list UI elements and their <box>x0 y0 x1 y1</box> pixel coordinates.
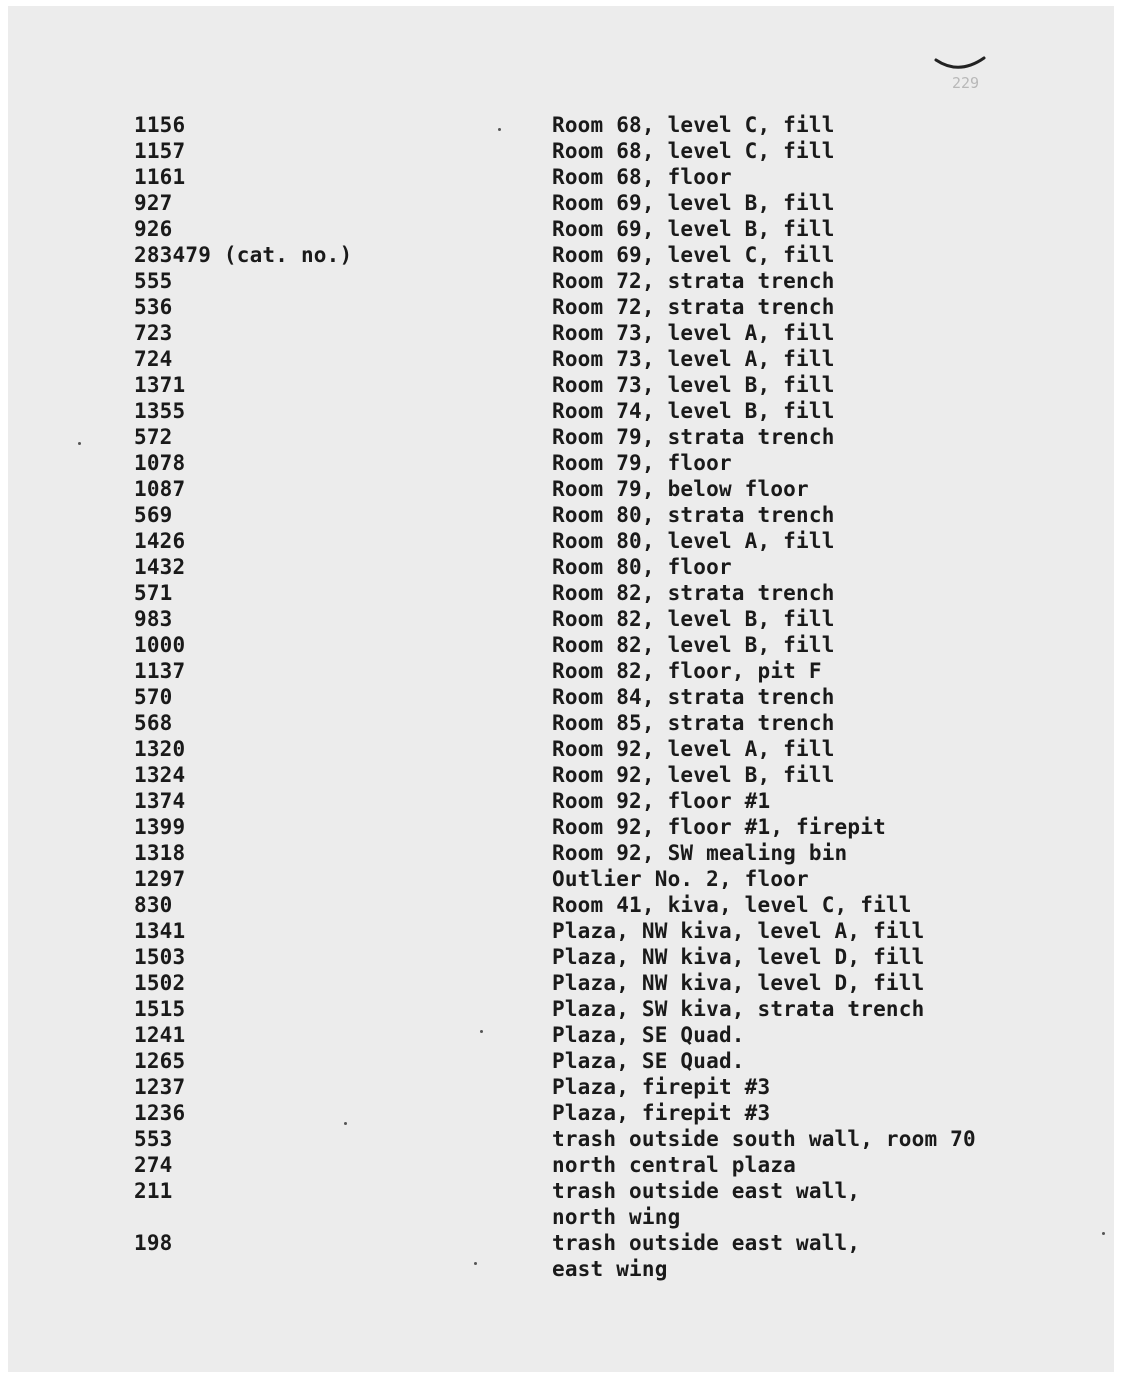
specimen-number: 553 <box>134 1127 173 1151</box>
specimen-number: 569 <box>134 503 173 527</box>
provenience: Room 68, level C, fill <box>552 139 835 163</box>
specimen-number: 1161 <box>134 165 186 189</box>
list-item <box>134 970 1014 996</box>
list-item <box>134 1100 1014 1126</box>
provenience: Room 85, strata trench <box>552 711 835 735</box>
specimen-number: 1000 <box>134 633 186 657</box>
provenience: Room 80, level A, fill <box>552 529 835 553</box>
provenience: Room 73, level B, fill <box>552 373 835 397</box>
provenience: Room 82, strata trench <box>552 581 835 605</box>
list-item <box>134 138 1014 164</box>
specimen-number <box>134 1204 552 1230</box>
provenience: Room 69, level B, fill <box>552 191 835 215</box>
provenience: Room 84, strata trench <box>552 685 835 709</box>
specimen-number: 1156 <box>134 113 186 137</box>
provenience: Room 79, below floor <box>552 477 809 501</box>
specimen-number: 1432 <box>134 555 186 579</box>
list-item <box>134 528 1014 554</box>
scan-speck <box>1102 1232 1105 1235</box>
provenience: Room 73, level A, fill <box>552 321 835 345</box>
provenience: Room 92, level B, fill <box>552 763 835 787</box>
provenience: Room 79, strata trench <box>552 425 835 449</box>
list-item <box>134 580 1014 606</box>
list-item <box>134 1022 1014 1048</box>
specimen-number: 1157 <box>134 139 186 163</box>
provenience: Plaza, firepit #3 <box>552 1075 771 1099</box>
provenience: Room 82, level B, fill <box>552 633 835 657</box>
list-item <box>134 1178 1014 1204</box>
list-item <box>134 840 1014 866</box>
provenience: trash outside east wall, <box>552 1179 861 1203</box>
provenience: Room 82, level B, fill <box>552 607 835 631</box>
specimen-number: 1515 <box>134 997 186 1021</box>
list-item <box>134 1074 1014 1100</box>
specimen-number: 927 <box>134 191 173 215</box>
list-item <box>134 1152 1014 1178</box>
list-item <box>134 866 1014 892</box>
list-item <box>134 372 1014 398</box>
scan-border-bottom <box>0 1372 1122 1380</box>
handwritten-check-mark <box>934 54 986 76</box>
specimen-number: 274 <box>134 1153 173 1177</box>
specimen-number: 571 <box>134 581 173 605</box>
list-item <box>134 684 1014 710</box>
specimen-number: 1241 <box>134 1023 186 1047</box>
specimen-number: 1503 <box>134 945 186 969</box>
specimen-number: 572 <box>134 425 173 449</box>
list-item <box>134 658 1014 684</box>
list-item <box>134 398 1014 424</box>
provenience: Plaza, SW kiva, strata trench <box>552 997 925 1021</box>
list-item <box>134 268 1014 294</box>
list-item <box>134 476 1014 502</box>
provenience: Room 69, level C, fill <box>552 243 835 267</box>
specimen-number: 724 <box>134 347 173 371</box>
provenience: Room 72, strata trench <box>552 295 835 319</box>
provenience: Room 92, floor #1, firepit <box>552 815 886 839</box>
provenience: Room 74, level B, fill <box>552 399 835 423</box>
provenience: Room 72, strata trench <box>552 269 835 293</box>
list-item <box>134 216 1014 242</box>
specimen-number: 211 <box>134 1179 173 1203</box>
provenience: Room 92, floor #1 <box>552 789 771 813</box>
specimen-number: 1426 <box>134 529 186 553</box>
list-item <box>134 190 1014 216</box>
list-item <box>134 346 1014 372</box>
list-item <box>134 606 1014 632</box>
provenience: Room 68, level C, fill <box>552 113 835 137</box>
list-item <box>134 320 1014 346</box>
scan-border-right <box>1114 0 1122 1380</box>
specimen-number: 568 <box>134 711 173 735</box>
list-item <box>134 554 1014 580</box>
list-item <box>134 632 1014 658</box>
provenience: Room 92, level A, fill <box>552 737 835 761</box>
provenience: Room 80, floor <box>552 555 732 579</box>
provenience: trash outside south wall, room 70 <box>552 1127 976 1151</box>
list-item <box>134 918 1014 944</box>
scan-border-left <box>0 0 8 1380</box>
specimen-number: 1137 <box>134 659 186 683</box>
list-item <box>134 294 1014 320</box>
list-item <box>134 814 1014 840</box>
specimen-number: 1502 <box>134 971 186 995</box>
specimen-number: 283479 (cat. no.) <box>134 243 353 267</box>
provenience: Room 41, kiva, level C, fill <box>552 893 912 917</box>
provenience: Room 92, SW mealing bin <box>552 841 848 865</box>
list-item <box>134 1204 1014 1230</box>
specimen-number: 1320 <box>134 737 186 761</box>
provenience: Room 80, strata trench <box>552 503 835 527</box>
list-item <box>134 502 1014 528</box>
list-item <box>134 710 1014 736</box>
specimen-number: 536 <box>134 295 173 319</box>
list-item <box>134 788 1014 814</box>
specimen-number: 1078 <box>134 451 186 475</box>
specimen-number: 1297 <box>134 867 186 891</box>
list-item <box>134 242 1014 268</box>
list-item <box>134 1256 1014 1282</box>
list-item <box>134 1126 1014 1152</box>
provenience: Plaza, NW kiva, level D, fill <box>552 971 925 995</box>
specimen-number: 1236 <box>134 1101 186 1125</box>
specimen-number: 830 <box>134 893 173 917</box>
list-item <box>134 424 1014 450</box>
specimen-number: 926 <box>134 217 173 241</box>
scan-speck <box>78 442 81 445</box>
specimen-number: 1265 <box>134 1049 186 1073</box>
specimen-number <box>134 1256 552 1282</box>
provenience: Outlier No. 2, floor <box>552 867 809 891</box>
specimen-number: 555 <box>134 269 173 293</box>
provenience: Room 73, level A, fill <box>552 347 835 371</box>
provenience: east wing <box>552 1257 668 1281</box>
list-item <box>134 892 1014 918</box>
provenience: north wing <box>552 1205 681 1229</box>
specimen-number: 570 <box>134 685 173 709</box>
specimen-number: 1371 <box>134 373 186 397</box>
scan-border-top <box>0 0 1122 6</box>
list-item <box>134 996 1014 1022</box>
specimen-number: 1374 <box>134 789 186 813</box>
list-item <box>134 112 1014 138</box>
list-item <box>134 450 1014 476</box>
provenience: Plaza, SE Quad. <box>552 1023 745 1047</box>
page-number: 229 <box>952 74 980 92</box>
provenience: Room 68, floor <box>552 165 732 189</box>
specimen-number: 1324 <box>134 763 186 787</box>
specimen-number: 1399 <box>134 815 186 839</box>
specimen-number: 1318 <box>134 841 186 865</box>
list-item <box>134 762 1014 788</box>
provenience: Plaza, NW kiva, level D, fill <box>552 945 925 969</box>
specimen-number: 1237 <box>134 1075 186 1099</box>
list-item <box>134 736 1014 762</box>
provenience: Room 69, level B, fill <box>552 217 835 241</box>
list-item <box>134 944 1014 970</box>
provenience: trash outside east wall, <box>552 1231 861 1255</box>
list-item <box>134 1048 1014 1074</box>
provenience: Plaza, firepit #3 <box>552 1101 771 1125</box>
provenience: Room 82, floor, pit F <box>552 659 822 683</box>
specimen-number: 1355 <box>134 399 186 423</box>
provenience: Plaza, SE Quad. <box>552 1049 745 1073</box>
specimen-list <box>134 112 1014 1282</box>
provenience: north central plaza <box>552 1153 797 1177</box>
specimen-number: 198 <box>134 1231 173 1255</box>
specimen-number: 1341 <box>134 919 186 943</box>
provenience: Plaza, NW kiva, level A, fill <box>552 919 925 943</box>
specimen-number: 983 <box>134 607 173 631</box>
specimen-number: 1087 <box>134 477 186 501</box>
list-item <box>134 1230 1014 1256</box>
provenience: Room 79, floor <box>552 451 732 475</box>
specimen-number: 723 <box>134 321 173 345</box>
list-item <box>134 164 1014 190</box>
